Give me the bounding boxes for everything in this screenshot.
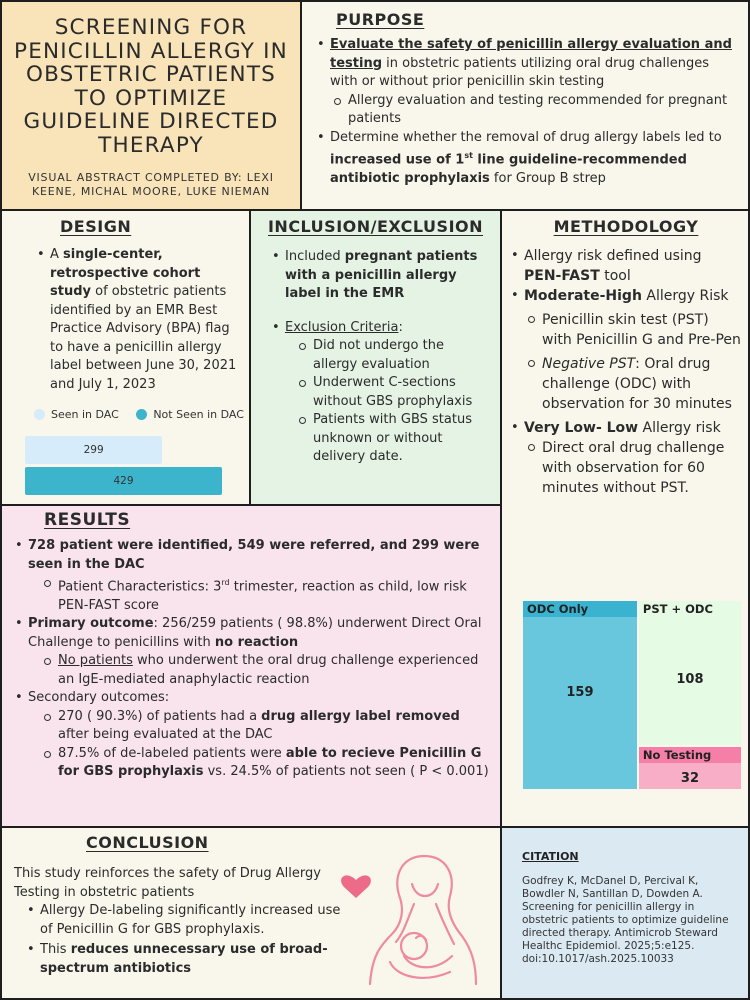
result-sublist-3: [40, 708, 490, 782]
purpose-heading: PURPOSE: [336, 10, 425, 29]
heart-icon: [341, 875, 371, 898]
purpose-item-1: • Evaluate the safety of penicillin allergy evaluation and testing in obstetric patients utilizing oral drug challenges with or without prior penicillin skin testing Allergy evaluation and testing recommended for pregnant patients: [316, 36, 736, 129]
title-panel: [0, 0, 302, 211]
exclusion-criterion-2: Underwent C-sections without GBS prophylaxis: [295, 374, 490, 411]
testing-treemap: [523, 601, 741, 789]
treemap-label-pst-odc: PST + ODC: [639, 601, 741, 617]
inclusion-heading: INCLUSION/EXCLUSION: [267, 217, 484, 236]
legend-label-seen: Seen in DAC: [51, 408, 119, 421]
method-item-1: • Allergy risk defined using PEN-FAST tool: [510, 246, 742, 286]
method-sublist-2: [524, 310, 742, 414]
citation-text: Godfrey K, McDanel D, Percival K, Bowdler N, Santillan D, Dowden A. Screening for penicillin allergy in obstetric patients to optimize guideline directed therapy. Antimicrob Steward Healthc Epidemiol. 2025;5:e125. doi:10.1017/ash.2025.10033: [522, 875, 729, 965]
methodology-list: [510, 246, 742, 498]
inclusion-item: • Included pregnant patients with a penicillin allergy label in the EMR: [271, 248, 490, 304]
result-subitem-label-removed: 270 ( 90.3%) of patients had a drug allergy label removed after being evaluated at the DAC: [40, 708, 490, 745]
purpose-list: [316, 36, 736, 188]
purpose-panel: [300, 0, 750, 211]
result-subitem-characteristics: Patient Characteristics: 3rd trimester, reaction as child, low risk PEN-FAST score: [40, 574, 490, 615]
design-item: • A single-center, retrospective cohort study of obstetric patients identified by an EMR Best Practice Advisory (BPA) flag to have a penicillin allergy label between June 30, 2021 and July 1, 2023: [36, 246, 239, 394]
conclusion-list: [26, 902, 344, 978]
poster-title: SCREENING FOR PENICILLIN ALLERGY IN OBSTETRIC PATIENTS TO OPTIMIZE GUIDELINE DIRECTED THERAPY: [14, 15, 288, 158]
legend-swatch-not-seen: [136, 409, 147, 420]
conclusion-intro: This study reinforces the safety of Drug Allergy Testing in obstetric patients: [14, 866, 321, 900]
result-sublist-2: [40, 652, 490, 689]
methodology-panel: [500, 209, 750, 828]
method-item-3: • Very Low- Low Allergy risk Direct oral drug challenge with observation for 60 minutes without PST.: [510, 418, 742, 498]
method-subitem-odc: Negative PST: Oral drug challenge (ODC) with observation for 30 minutes: [524, 354, 742, 414]
treemap-value-odc-only: 159: [566, 685, 594, 700]
citation-heading: CITATION: [522, 850, 579, 863]
purpose-subitem: Allergy evaluation and testing recommended for pregnant patients: [330, 92, 736, 129]
legend-swatch-seen: [34, 409, 45, 420]
method-sublist-3: [524, 438, 742, 498]
conclusion-item-2: • This reduces unnecessary use of broad-spectrum antibiotics: [26, 941, 344, 978]
results-panel: [0, 504, 502, 828]
result-item-2: • Primary outcome: 256/259 patients ( 98.8%) underwent Direct Oral Challenge to penicillins with no reaction No patients who underwent the oral drug challenge experienced an IgE-mediated anaphylactic reaction: [14, 615, 490, 689]
chart-legend: [34, 408, 244, 421]
methodology-heading: METHODOLOGY: [553, 217, 699, 236]
legend-label-not-seen: Not Seen in DAC: [153, 408, 244, 421]
results-list: [14, 537, 490, 782]
conclusion-item-1: • Allergy De-labeling significantly increased use of Penicillin G for GBS prophylaxis.: [26, 902, 344, 939]
inclusion-panel: [249, 209, 502, 506]
method-subitem-pst: Penicillin skin test (PST) with Penicillin G and Pre-Pen: [524, 310, 742, 350]
result-sublist-1: [40, 574, 490, 615]
bar-seen-in-dac: [25, 436, 162, 464]
treemap-value-pst-odc: 108: [676, 671, 704, 687]
result-item-1: • 728 patient were identified, 549 were referred, and 299 were seen in the DAC Patient Characteristics: 3rd trimester, reaction as child, low risk PEN-FAST score: [14, 537, 490, 615]
inclusion-list: [271, 248, 490, 467]
author-credit: VISUAL ABSTRACT COMPLETED BY: LEXI KEENE, MICHAL MOORE, LUKE NIEMAN: [28, 171, 274, 198]
purpose-item-2: • Determine whether the removal of drug allergy labels led to increased use of 1st line guideline-recommended antibiotic prophylaxis for Group B strep: [316, 129, 736, 189]
treemap-cell-no-testing: [639, 747, 741, 789]
exclusion-criterion-1: Did not undergo the allergy evaluation: [295, 337, 490, 374]
bar-not-seen-in-dac: [25, 467, 222, 495]
conclusion-heading: CONCLUSION: [86, 833, 209, 852]
method-subitem-direct: Direct oral drug challenge with observation for 60 minutes without PST.: [524, 438, 742, 498]
result-item-3: • Secondary outcomes: 270 ( 90.3%) of patients had a drug allergy label removed after being evaluated at the DAC 87.5% of de-labeled patients were able to recieve Penicillin G for GBS prophylaxis vs. 24.5% of patients not seen ( P < 0.001): [14, 689, 490, 782]
method-item-2: • Moderate-High Allergy Risk Penicillin skin test (PST) with Penicillin G and Pre-Pen Negative PST: Oral drug challenge (ODC) with observation for 30 minutes: [510, 286, 742, 414]
design-heading: DESIGN: [60, 217, 132, 236]
mother-figure-outline: [370, 856, 476, 984]
purpose-sublist: [330, 92, 736, 129]
exclusion-criterion-3: Patients with GBS status unknown or without delivery date.: [295, 411, 490, 467]
result-subitem-no-reaction: No patients who underwent the oral drug challenge experienced an IgE-mediated anaphylactic reaction: [40, 652, 490, 689]
treemap-label-no-testing: No Testing: [639, 747, 741, 763]
design-panel: [0, 209, 251, 506]
treemap-label-odc-only: ODC Only: [523, 601, 637, 617]
mother-baby-illustration: [332, 838, 492, 998]
exclusion-item: • Exclusion Criteria: Did not undergo the allergy evaluation Underwent C-sections without GBS prophylaxis Patients with GBS status unknown or without delivery date.: [271, 319, 490, 467]
treemap-value-no-testing: 32: [680, 770, 699, 786]
design-list: [36, 246, 239, 394]
bar-label-seen: 299: [83, 444, 104, 456]
exclusion-sublist: [295, 337, 490, 467]
results-heading: RESULTS: [44, 510, 131, 530]
result-subitem-penicillin-g: 87.5% of de-labeled patients were able to recieve Penicillin G for GBS prophylaxis vs. 24.5% of patients not seen ( P < 0.001): [40, 745, 490, 782]
citation-panel: [500, 826, 750, 1000]
treemap-cell-odc-only: [523, 601, 637, 789]
conclusion-panel: [0, 826, 502, 1000]
treemap-cell-pst-odc: [639, 601, 741, 745]
bar-label-not-seen: 429: [113, 475, 134, 487]
